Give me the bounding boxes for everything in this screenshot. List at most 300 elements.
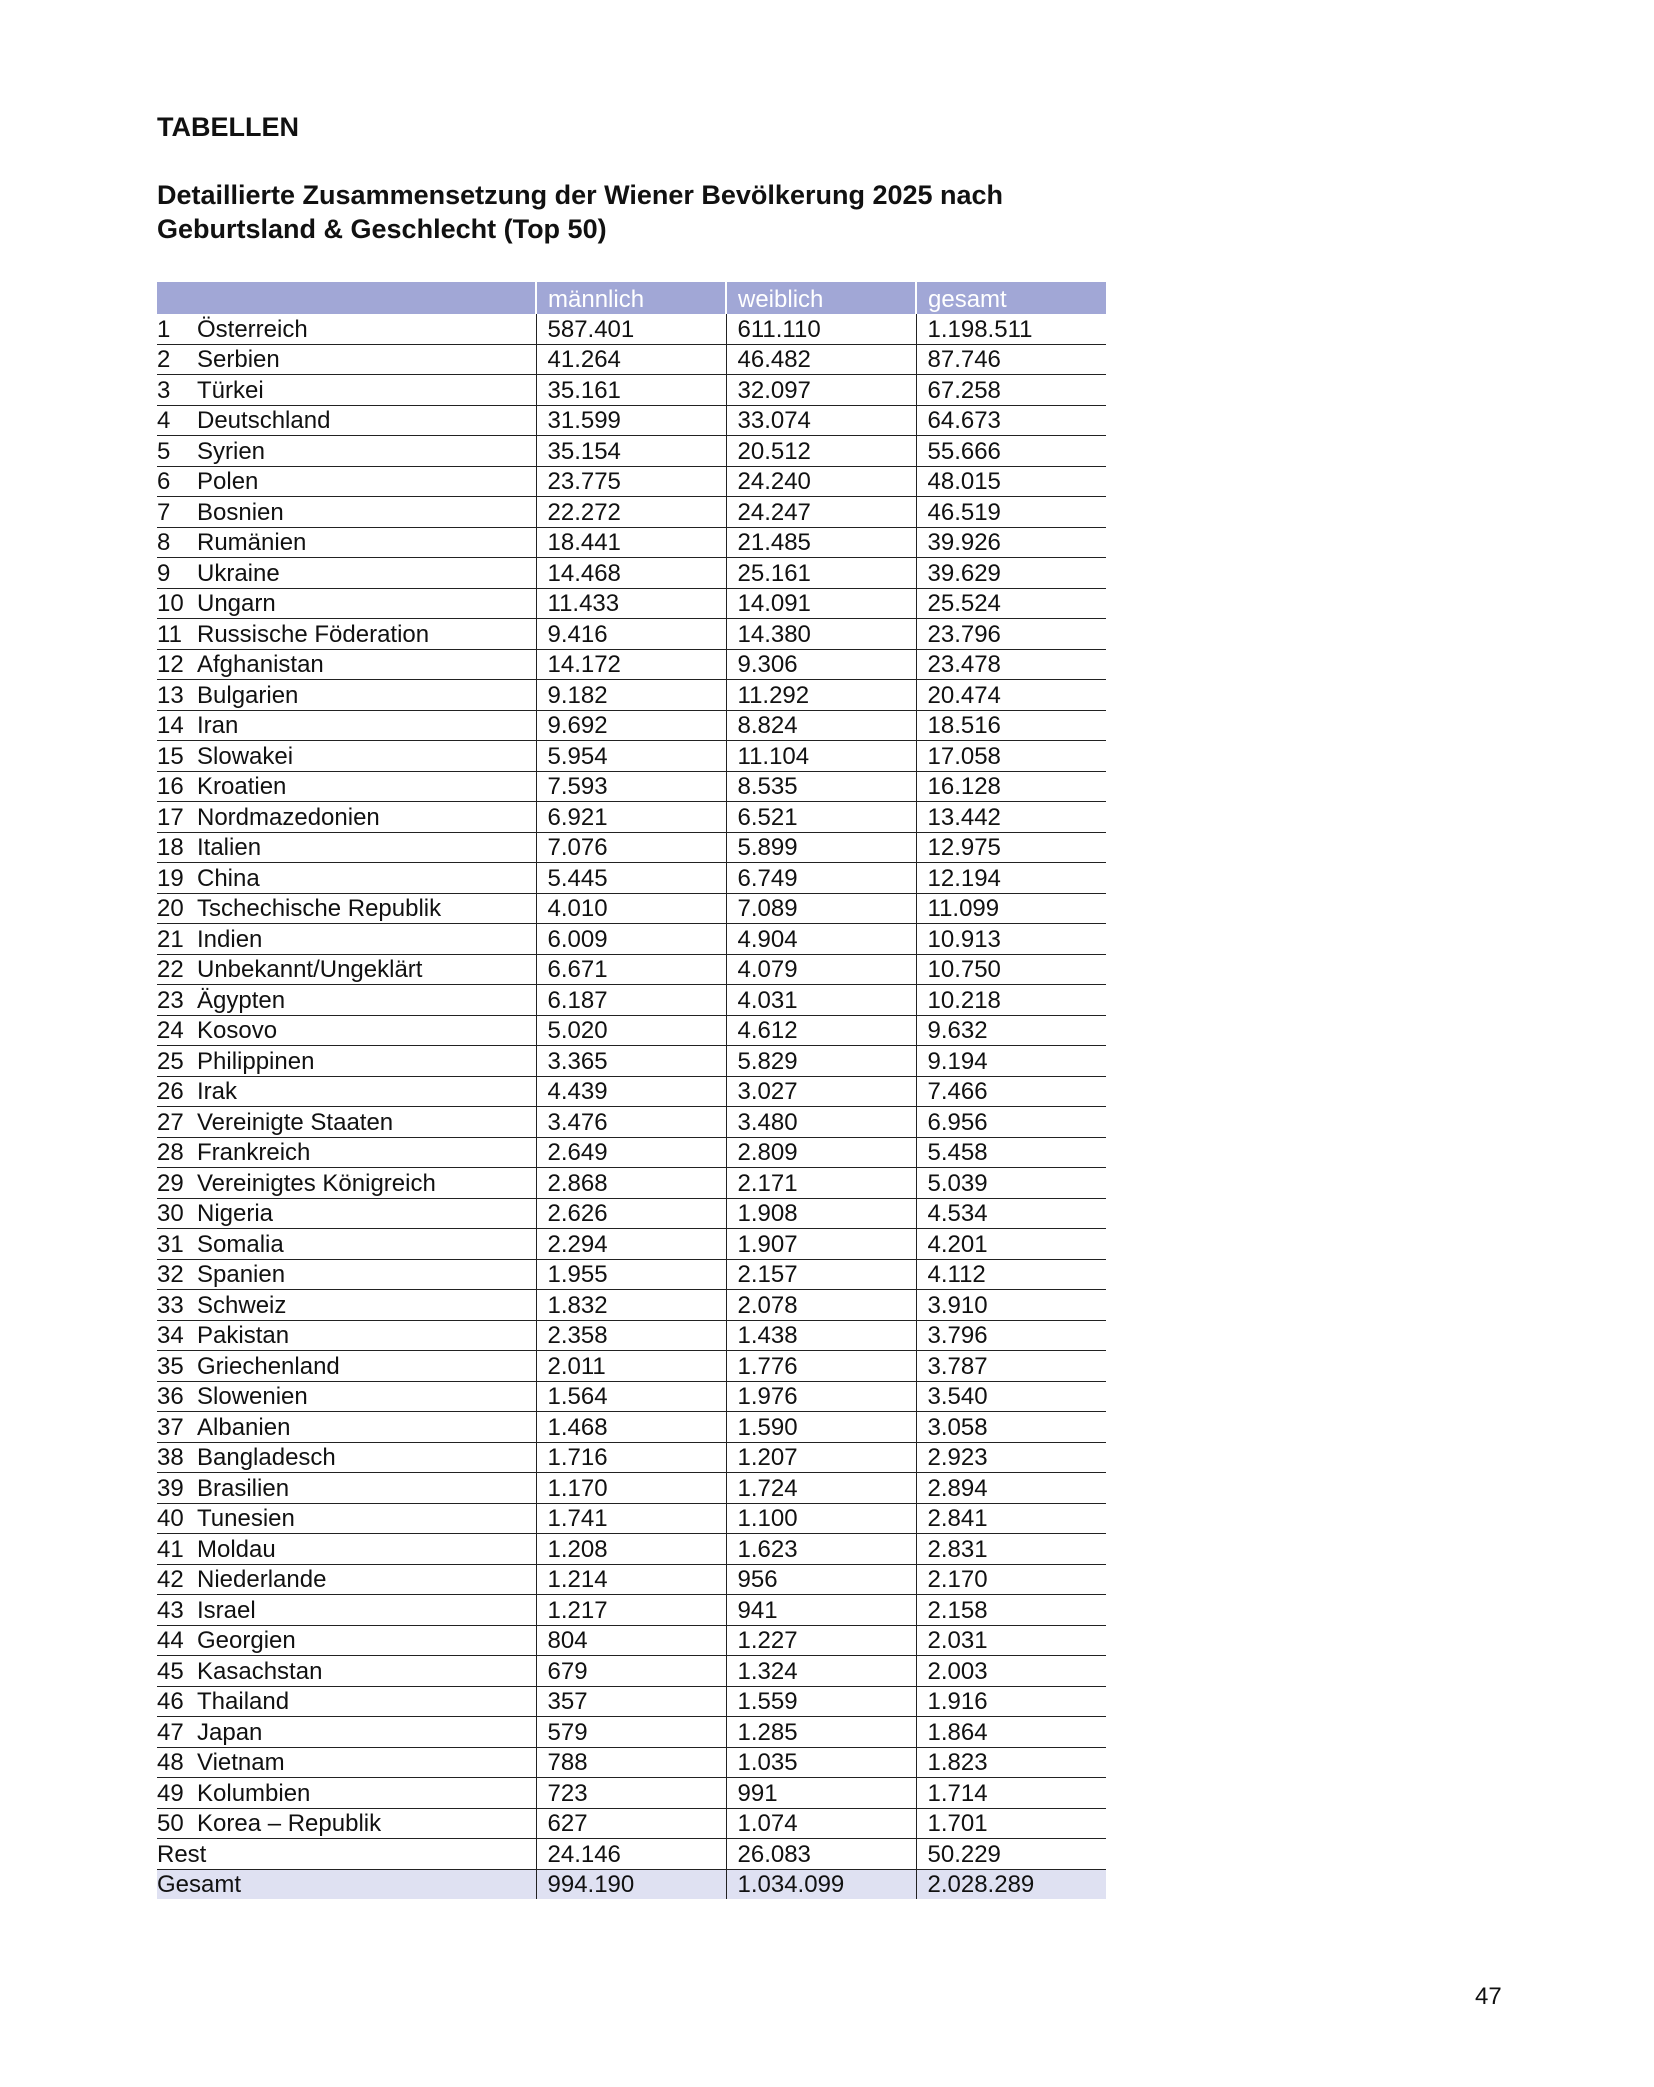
country-cell — [157, 1290, 536, 1321]
total-value: 4.534 — [916, 1198, 1106, 1229]
total-value: 10.218 — [916, 985, 1106, 1016]
rank-number: 32 — [157, 1261, 184, 1288]
country-cell — [157, 1534, 536, 1565]
country-name: Spanien — [197, 1261, 286, 1288]
country-cell — [157, 1381, 536, 1412]
table-row — [157, 680, 1106, 711]
male-value: 2.626 — [536, 1198, 726, 1229]
female-value: 1.035 — [726, 1747, 916, 1778]
table-row — [157, 1137, 1106, 1168]
country-cell — [157, 344, 536, 375]
rank-number: 29 — [157, 1169, 184, 1197]
male-value: 9.692 — [536, 710, 726, 741]
female-value: 2.809 — [726, 1137, 916, 1168]
male-value: 2.294 — [536, 1229, 726, 1260]
female-value: 25.161 — [726, 558, 916, 589]
rank-number: 9 — [157, 559, 171, 587]
country-name: Polen — [197, 468, 259, 495]
female-value: 26.083 — [726, 1839, 916, 1870]
country-name: Albanien — [197, 1413, 291, 1441]
rank-number: 4 — [157, 407, 171, 434]
table-row — [157, 1442, 1106, 1473]
total-value: 48.015 — [916, 466, 1106, 497]
total-value: 5.458 — [916, 1137, 1106, 1168]
female-value: 1.438 — [726, 1320, 916, 1351]
female-value: 7.089 — [726, 893, 916, 924]
rank-number: 24 — [157, 1017, 184, 1044]
female-value: 8.535 — [726, 771, 916, 802]
total-value: 2.841 — [916, 1503, 1106, 1534]
rank-number: 47 — [157, 1718, 184, 1746]
rank-number: 7 — [157, 498, 171, 526]
table-row — [157, 710, 1106, 741]
male-value: 1.716 — [536, 1442, 726, 1473]
total-value: 23.796 — [916, 619, 1106, 650]
country-name: Vereinigte Staaten — [197, 1108, 394, 1136]
male-value: 35.161 — [536, 375, 726, 406]
total-value: 3.540 — [916, 1381, 1106, 1412]
table-row — [157, 1320, 1106, 1351]
female-value: 1.207 — [726, 1442, 916, 1473]
total-value: 2.158 — [916, 1595, 1106, 1626]
table-row — [157, 1381, 1106, 1412]
female-value: 20.512 — [726, 436, 916, 467]
table-row — [157, 893, 1106, 924]
country-cell — [157, 405, 536, 436]
total-value: 46.519 — [916, 497, 1106, 528]
total-value: 12.975 — [916, 832, 1106, 863]
total-value: 55.666 — [916, 436, 1106, 467]
country-name: China — [197, 864, 260, 892]
country-cell — [157, 1442, 536, 1473]
table-row — [157, 314, 1106, 344]
total-value: 2.170 — [916, 1564, 1106, 1595]
country-name: Moldau — [197, 1535, 276, 1563]
total-value: 20.474 — [916, 680, 1106, 711]
table-row — [157, 1595, 1106, 1626]
country-name: Niederlande — [197, 1566, 327, 1593]
header-female: weiblich — [726, 282, 916, 314]
male-value: 31.599 — [536, 405, 726, 436]
male-value: 1.217 — [536, 1595, 726, 1626]
male-value: 2.649 — [536, 1137, 726, 1168]
rank-number: 21 — [157, 925, 184, 953]
rank-number: 38 — [157, 1444, 184, 1471]
male-value: 41.264 — [536, 344, 726, 375]
country-name: Nigeria — [197, 1200, 274, 1227]
female-value: 6.521 — [726, 802, 916, 833]
rank-number: 45 — [157, 1657, 184, 1685]
female-value: 4.031 — [726, 985, 916, 1016]
table-row — [157, 344, 1106, 375]
female-value: 1.285 — [726, 1717, 916, 1748]
male-value: 679 — [536, 1656, 726, 1687]
male-value: 1.208 — [536, 1534, 726, 1565]
total-value: 5.039 — [916, 1168, 1106, 1199]
rank-number: 35 — [157, 1352, 184, 1380]
male-total: 994.190 — [536, 1869, 726, 1899]
rank-number: 22 — [157, 956, 184, 983]
table-row — [157, 954, 1106, 985]
country-cell — [157, 1168, 536, 1199]
section-title: TABELLEN — [157, 112, 299, 142]
male-value: 2.358 — [536, 1320, 726, 1351]
total-value: 50.229 — [916, 1839, 1106, 1870]
male-value: 804 — [536, 1625, 726, 1656]
total-value: 10.913 — [916, 924, 1106, 955]
female-value: 8.824 — [726, 710, 916, 741]
total-value: 13.442 — [916, 802, 1106, 833]
rank-number: 50 — [157, 1810, 184, 1837]
total-value: 2.003 — [916, 1656, 1106, 1687]
country-cell — [157, 527, 536, 558]
male-value: 7.076 — [536, 832, 726, 863]
male-value: 9.182 — [536, 680, 726, 711]
table-row — [157, 802, 1106, 833]
table-row — [157, 1351, 1106, 1382]
country-cell — [157, 1686, 536, 1717]
country-cell — [157, 375, 536, 406]
rank-number: 46 — [157, 1688, 184, 1715]
country-cell — [157, 1778, 536, 1809]
country-name: Kosovo — [197, 1017, 278, 1044]
table-row — [157, 924, 1106, 955]
table-row — [157, 588, 1106, 619]
female-value: 1.590 — [726, 1412, 916, 1443]
table-row — [157, 1778, 1106, 1809]
country-name: Tunesien — [197, 1505, 295, 1532]
country-cell — [157, 985, 536, 1016]
total-value: 16.128 — [916, 771, 1106, 802]
country-cell — [157, 649, 536, 680]
rank-number: 25 — [157, 1047, 184, 1075]
country-cell — [157, 436, 536, 467]
male-value: 788 — [536, 1747, 726, 1778]
country-name: Japan — [197, 1718, 263, 1746]
male-value: 3.365 — [536, 1046, 726, 1077]
female-value: 991 — [726, 1778, 916, 1809]
table-row — [157, 436, 1106, 467]
table-row — [157, 1839, 1106, 1870]
country-name: Kasachstan — [197, 1657, 323, 1685]
total-value: 2.894 — [916, 1473, 1106, 1504]
table-row — [157, 1107, 1106, 1138]
country-cell — [157, 771, 536, 802]
country-name: Ungarn — [197, 590, 276, 617]
total-value: 23.478 — [916, 649, 1106, 680]
total-value: 3.796 — [916, 1320, 1106, 1351]
country-cell — [157, 558, 536, 589]
male-value: 3.476 — [536, 1107, 726, 1138]
female-value: 32.097 — [726, 375, 916, 406]
country-cell — [157, 710, 536, 741]
male-value: 7.593 — [536, 771, 726, 802]
female-value: 4.904 — [726, 924, 916, 955]
male-value: 23.775 — [536, 466, 726, 497]
total-value: 2.031 — [916, 1625, 1106, 1656]
total-value: 4.201 — [916, 1229, 1106, 1260]
country-name: Afghanistan — [197, 651, 324, 678]
header-country — [157, 282, 536, 314]
male-value: 4.439 — [536, 1076, 726, 1107]
total-value: 7.466 — [916, 1076, 1106, 1107]
country-name: Kroatien — [197, 773, 287, 800]
total-value: 39.926 — [916, 527, 1106, 558]
page-number: 47 — [1475, 1983, 1502, 2010]
rank-number: 28 — [157, 1139, 184, 1166]
male-value: 9.416 — [536, 619, 726, 650]
female-value: 3.027 — [726, 1076, 916, 1107]
total-value: 2.831 — [916, 1534, 1106, 1565]
male-value: 627 — [536, 1808, 726, 1839]
table-row — [157, 1656, 1106, 1687]
table-row — [157, 1412, 1106, 1443]
total-label: Gesamt — [157, 1869, 536, 1899]
female-value: 6.749 — [726, 863, 916, 894]
table-row — [157, 1717, 1106, 1748]
rank-number: 42 — [157, 1566, 184, 1593]
table-row — [157, 1808, 1106, 1839]
table-row — [157, 1747, 1106, 1778]
country-cell — [157, 1747, 536, 1778]
male-value: 579 — [536, 1717, 726, 1748]
total-value: 67.258 — [916, 375, 1106, 406]
header-male: männlich — [536, 282, 726, 314]
rank-number: 12 — [157, 651, 184, 678]
country-cell — [157, 1595, 536, 1626]
country-cell — [157, 1503, 536, 1534]
female-value: 1.227 — [726, 1625, 916, 1656]
country-cell — [157, 1351, 536, 1382]
table-body — [157, 314, 1106, 1899]
table-row — [157, 1015, 1106, 1046]
female-value: 1.908 — [726, 1198, 916, 1229]
female-value: 14.380 — [726, 619, 916, 650]
country-name: Irak — [197, 1078, 238, 1105]
table-header-row — [157, 282, 1106, 314]
male-value: 5.954 — [536, 741, 726, 772]
total-value: 1.916 — [916, 1686, 1106, 1717]
male-value: 357 — [536, 1686, 726, 1717]
female-value: 21.485 — [726, 527, 916, 558]
country-name: Korea – Republik — [197, 1810, 382, 1837]
female-value: 2.157 — [726, 1259, 916, 1290]
female-value: 9.306 — [726, 649, 916, 680]
table-row — [157, 1290, 1106, 1321]
total-value: 87.746 — [916, 344, 1106, 375]
rank-number: 15 — [157, 742, 184, 770]
country-name: Deutschland — [197, 407, 331, 434]
country-name: Brasilien — [197, 1474, 290, 1502]
table-row — [157, 649, 1106, 680]
country-name: Pakistan — [197, 1322, 290, 1349]
female-value: 956 — [726, 1564, 916, 1595]
country-cell — [157, 741, 536, 772]
total-value: 1.198.511 — [916, 314, 1106, 344]
male-value: 723 — [536, 1778, 726, 1809]
total-value: 6.956 — [916, 1107, 1106, 1138]
country-cell — [157, 588, 536, 619]
rank-number: 43 — [157, 1596, 184, 1624]
country-name: Unbekannt/Ungeklärt — [197, 956, 423, 983]
total-value: 39.629 — [916, 558, 1106, 589]
total-value: 12.194 — [916, 863, 1106, 894]
rank-number: 6 — [157, 468, 171, 495]
table-row — [157, 741, 1106, 772]
country-cell — [157, 1076, 536, 1107]
female-value: 1.559 — [726, 1686, 916, 1717]
country-name: Griechenland — [197, 1352, 340, 1380]
country-cell — [157, 1839, 536, 1870]
male-value: 14.468 — [536, 558, 726, 589]
table-row — [157, 832, 1106, 863]
rank-number: 11 — [157, 620, 182, 648]
country-cell — [157, 954, 536, 985]
total-value: 9.194 — [916, 1046, 1106, 1077]
total-value: 3.787 — [916, 1351, 1106, 1382]
country-name: Italien — [197, 834, 262, 861]
table-row — [157, 1168, 1106, 1199]
male-value: 4.010 — [536, 893, 726, 924]
table-row — [157, 1625, 1106, 1656]
country-cell — [157, 1412, 536, 1443]
table-row — [157, 466, 1106, 497]
total-value: 1.701 — [916, 1808, 1106, 1839]
country-cell — [157, 802, 536, 833]
total-value: 11.099 — [916, 893, 1106, 924]
male-value: 6.921 — [536, 802, 726, 833]
total-row — [157, 1869, 1106, 1899]
rank-number: 5 — [157, 437, 171, 465]
table-row — [157, 1046, 1106, 1077]
table-row — [157, 985, 1106, 1016]
country-name: Philippinen — [197, 1047, 315, 1075]
rank-number: 37 — [157, 1413, 184, 1441]
country-name: Bosnien — [197, 498, 284, 526]
country-cell — [157, 466, 536, 497]
female-value: 2.171 — [726, 1168, 916, 1199]
country-name: Schweiz — [197, 1291, 287, 1319]
country-cell — [157, 1564, 536, 1595]
male-value: 2.868 — [536, 1168, 726, 1199]
country-cell — [157, 1107, 536, 1138]
rank-number: 49 — [157, 1779, 184, 1807]
female-value: 11.292 — [726, 680, 916, 711]
table-row — [157, 1503, 1106, 1534]
female-value: 5.899 — [726, 832, 916, 863]
table-row — [157, 619, 1106, 650]
rank-number: 3 — [157, 376, 171, 404]
country-name: Indien — [197, 925, 263, 953]
male-value: 5.020 — [536, 1015, 726, 1046]
country-name: Tschechische Republik — [197, 895, 442, 922]
male-value: 1.214 — [536, 1564, 726, 1595]
country-name: Thailand — [197, 1688, 290, 1715]
country-cell — [157, 1259, 536, 1290]
country-name: Slowakei — [197, 742, 294, 770]
country-name: Rumänien — [197, 529, 307, 556]
male-value: 1.955 — [536, 1259, 726, 1290]
female-value: 11.104 — [726, 741, 916, 772]
female-value: 1.074 — [726, 1808, 916, 1839]
rank-number: 23 — [157, 986, 184, 1014]
female-value: 1.907 — [726, 1229, 916, 1260]
female-total: 1.034.099 — [726, 1869, 916, 1899]
female-value: 5.829 — [726, 1046, 916, 1077]
rank-number: 10 — [157, 590, 184, 617]
total-value: 4.112 — [916, 1259, 1106, 1290]
total-value: 25.524 — [916, 588, 1106, 619]
rank-number: 34 — [157, 1322, 184, 1349]
table-row — [157, 1198, 1106, 1229]
country-cell — [157, 832, 536, 863]
rank-number: 48 — [157, 1749, 184, 1776]
male-value: 1.832 — [536, 1290, 726, 1321]
female-value: 611.110 — [726, 314, 916, 344]
country-name: Ukraine — [197, 559, 280, 587]
country-cell — [157, 1320, 536, 1351]
country-cell — [157, 863, 536, 894]
country-cell — [157, 1717, 536, 1748]
female-value: 14.091 — [726, 588, 916, 619]
table-row — [157, 497, 1106, 528]
country-name: Bangladesch — [197, 1444, 336, 1471]
rank-number: 41 — [157, 1535, 184, 1563]
country-name: Rest — [157, 1840, 207, 1868]
male-value: 1.170 — [536, 1473, 726, 1504]
rank-number: 31 — [157, 1230, 184, 1258]
female-value: 1.776 — [726, 1351, 916, 1382]
country-cell — [157, 680, 536, 711]
total-value: 1.714 — [916, 1778, 1106, 1809]
country-cell — [157, 1015, 536, 1046]
rank-number: 39 — [157, 1474, 184, 1502]
total-value: 9.632 — [916, 1015, 1106, 1046]
rank-number: 36 — [157, 1383, 184, 1410]
male-value: 1.564 — [536, 1381, 726, 1412]
female-value: 1.724 — [726, 1473, 916, 1504]
country-cell — [157, 619, 536, 650]
female-value: 1.976 — [726, 1381, 916, 1412]
country-name: Syrien — [197, 437, 266, 465]
rank-number: 2 — [157, 346, 171, 373]
male-value: 35.154 — [536, 436, 726, 467]
rank-number: 44 — [157, 1627, 184, 1654]
grand-total: 2.028.289 — [916, 1869, 1106, 1899]
rank-number: 8 — [157, 529, 171, 556]
total-value: 1.823 — [916, 1747, 1106, 1778]
population-table — [157, 282, 1106, 1899]
rank-number: 14 — [157, 712, 184, 739]
country-name: Frankreich — [197, 1139, 311, 1166]
total-value: 17.058 — [916, 741, 1106, 772]
country-name: Somalia — [197, 1230, 284, 1258]
country-name: Serbien — [197, 346, 280, 373]
male-value: 6.187 — [536, 985, 726, 1016]
female-value: 24.247 — [726, 497, 916, 528]
table-row — [157, 1259, 1106, 1290]
total-value: 18.516 — [916, 710, 1106, 741]
total-value: 3.910 — [916, 1290, 1106, 1321]
total-value: 1.864 — [916, 1717, 1106, 1748]
male-value: 11.433 — [536, 588, 726, 619]
table-row — [157, 527, 1106, 558]
country-name: Slowenien — [197, 1383, 308, 1410]
table-row — [157, 1534, 1106, 1565]
female-value: 1.100 — [726, 1503, 916, 1534]
male-value: 18.441 — [536, 527, 726, 558]
total-value: 2.923 — [916, 1442, 1106, 1473]
